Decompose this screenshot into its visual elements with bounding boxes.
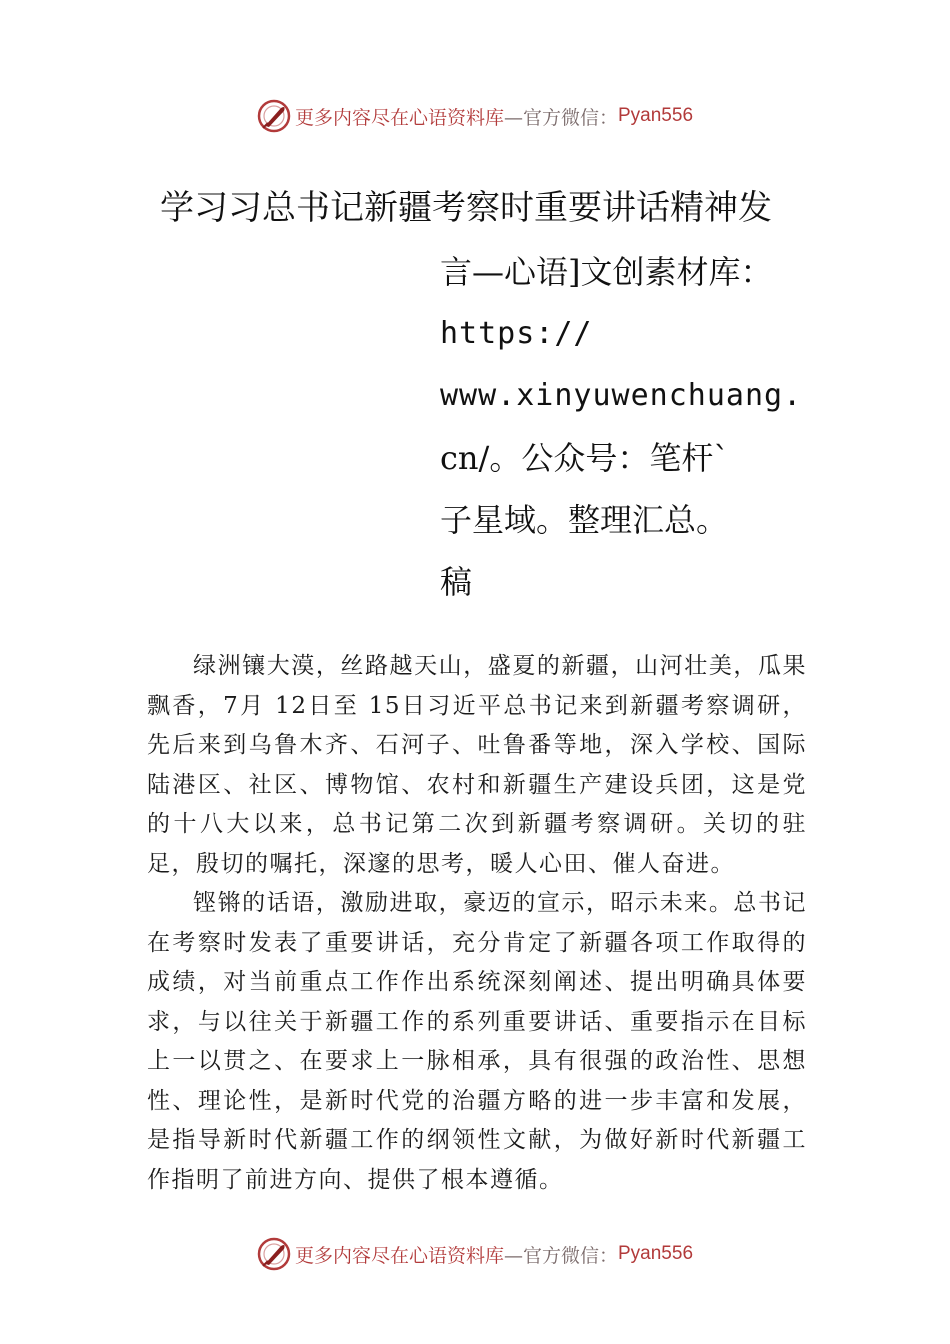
- title-line: cn/。公众号：笔杆`: [440, 439, 730, 477]
- title-continuation: [440, 241, 820, 613]
- banner-wechat-id: Pyan556: [618, 105, 694, 126]
- banner-official-label: —官方微信：: [503, 1244, 618, 1267]
- banner-promo-text: 更多内容尽在心语资料库: [294, 106, 504, 129]
- banner-wechat-id: Pyan556: [618, 1243, 694, 1264]
- banner-official-label: —官方微信：: [503, 106, 618, 129]
- title-line: 稿: [440, 563, 473, 601]
- paragraph: 绿洲镶大漠，丝路越天山，盛夏的新疆，山河壮美，瓜果飘香，7月 12日至 15日习近平总书记来到新疆考察调研，先后来到乌鲁木齐、石河子、吐鲁番等地，深入学校、国际陆港区、社区、博物馆、农村和新疆生产建设兵团，这是党的十八大以来，总书记第二次到新疆考察调研。关切的驻足，殷切的嘱托，深邃的思考，暖人心田、催人奋进。: [147, 653, 807, 877]
- quill-logo-icon: [257, 1237, 291, 1271]
- paragraph: 铿锵的话语，激励进取，豪迈的宣示，昭示未来。总书记在考察时发表了重要讲话，充分肯定了新疆各项工作取得的成绩，对当前重点工作作出系统深刻阐述、提出明确具体要求，与以往关于新疆工作的系列重要讲话、重要指示在目标上一以贯之、在要求上一脉相承，具有很强的政治性、思想性、理论性，是新时代党的治疆方略的进一步丰富和发展，是指导新时代新疆工作的纲领性文献，为做好新时代新疆工作指明了前进方向、提供了根本遵循。: [147, 890, 807, 1193]
- banner-promo-text: 更多内容尽在心语资料库: [294, 1244, 504, 1267]
- footer-banner: [0, 1234, 950, 1274]
- header-banner: [0, 96, 950, 136]
- quill-logo-icon: [257, 99, 291, 133]
- page-title: 学习习总书记新疆考察时重要讲话精神发: [160, 188, 772, 228]
- article-body: [147, 647, 807, 1200]
- title-line-url: https://: [440, 316, 593, 351]
- title-line-url: www.xinyuwenchuang.: [440, 378, 803, 413]
- title-line: 言—心语]文创素材库：: [440, 253, 773, 291]
- title-line: 子星域。整理汇总。: [440, 501, 729, 539]
